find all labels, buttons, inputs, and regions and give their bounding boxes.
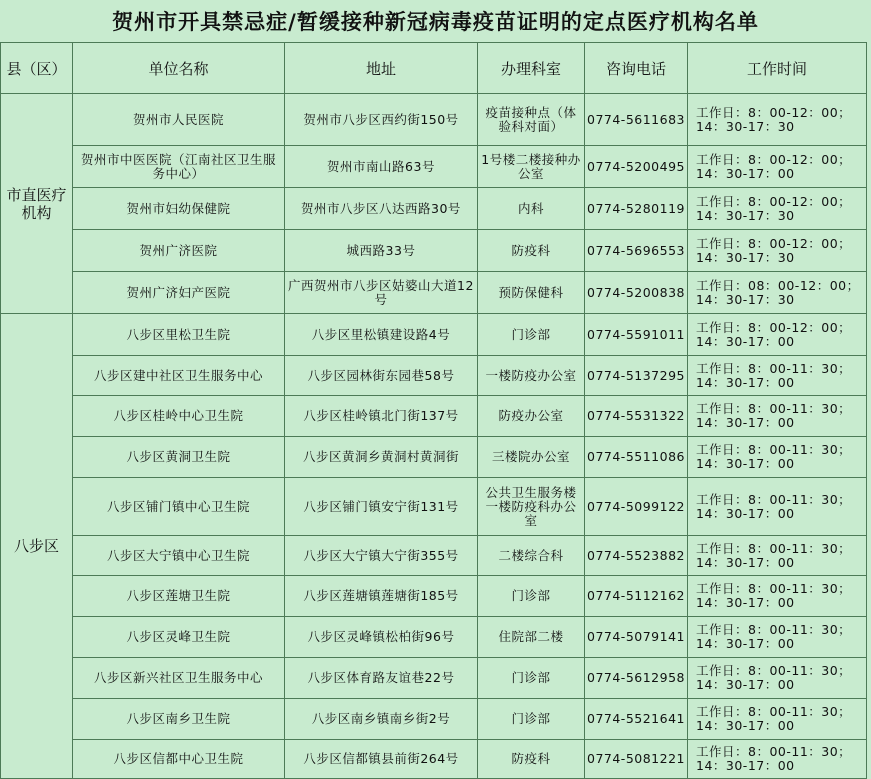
table-row (1, 356, 867, 396)
address-cell-text: 广西贺州市八步区姑婆山大道12号 (288, 278, 474, 307)
table-row (1, 437, 867, 478)
hours-cell-text: 工作日：8：00-11：30；14：30-17：00 (696, 623, 852, 651)
phone-cell-text: 0774-5112162 (587, 589, 685, 603)
phone-cell[interactable] (585, 396, 688, 437)
address-cell-text: 八步区灵峰镇松柏街96号 (307, 630, 455, 644)
address-cell[interactable] (285, 437, 478, 478)
dept-cell[interactable] (478, 740, 585, 779)
dept-cell[interactable] (478, 146, 585, 188)
phone-cell-text: 0774-5137295 (587, 368, 685, 383)
address-cell-text: 贺州市八步区西约街150号 (303, 112, 459, 127)
table-row (1, 314, 867, 356)
dept-cell[interactable] (478, 230, 585, 272)
hours-cell[interactable] (688, 478, 867, 536)
address-cell-text: 八步区体育路友谊巷22号 (307, 671, 455, 685)
phone-cell[interactable] (585, 188, 688, 230)
address-cell-text: 八步区南乡镇南乡街2号 (311, 712, 451, 726)
phone-cell-text: 0774-5523882 (587, 548, 685, 563)
name-cell[interactable] (73, 272, 285, 314)
phone-cell-text: 0774-5280119 (587, 201, 685, 216)
dept-cell-text: 门诊部 (511, 671, 551, 685)
name-cell[interactable] (73, 94, 285, 146)
phone-cell-text: 0774-5099122 (587, 499, 685, 514)
hours-cell-text: 工作日：8：00-12：00；14：30-17：30 (696, 194, 852, 223)
county-cell[interactable]: 市直医疗机构 (1, 94, 73, 314)
address-cell-text: 八步区信都镇县前街264号 (303, 752, 459, 766)
address-cell-text: 八步区黄洞乡黄洞村黄洞街 (302, 450, 459, 464)
name-cell[interactable] (73, 396, 285, 437)
table-row (1, 658, 867, 699)
hours-cell[interactable] (688, 437, 867, 478)
phone-cell[interactable] (585, 230, 688, 272)
header-phone[interactable]: 咨询电话 (585, 43, 688, 94)
dept-cell[interactable] (478, 437, 585, 478)
address-cell[interactable] (285, 314, 478, 356)
address-cell[interactable] (285, 699, 478, 740)
phone-cell-text: 0774-5531322 (587, 409, 685, 423)
name-cell-text: 八步区桂岭中心卫生院 (113, 409, 244, 423)
name-cell-text: 八步区新兴社区卫生服务中心 (93, 671, 263, 685)
phone-cell[interactable] (585, 356, 688, 396)
address-cell-text: 八步区大宁镇大宁街355号 (303, 548, 459, 563)
phone-cell-text: 0774-5696553 (587, 243, 685, 258)
hours-cell-text: 工作日：8：00-11：30；14：30-17：00 (696, 443, 852, 471)
table-row (1, 478, 867, 536)
dept-cell[interactable] (478, 272, 585, 314)
address-cell-text: 八步区桂岭镇北门街137号 (303, 409, 459, 423)
dept-cell[interactable] (478, 396, 585, 437)
header-hours[interactable]: 工作时间 (688, 43, 867, 94)
name-cell-text: 八步区里松卫生院 (126, 327, 231, 342)
address-cell[interactable] (285, 272, 478, 314)
dept-cell-text: 1号楼二楼接种办公室 (481, 152, 581, 181)
phone-cell-text: 0774-5079141 (587, 630, 685, 644)
hours-cell[interactable] (688, 740, 867, 779)
sheet-title: 贺州市开具禁忌症/暂缓接种新冠病毒疫苗证明的定点医疗机构名单 (112, 9, 759, 34)
hours-cell-text: 工作日：8：00-11：30；14：30-17：00 (696, 361, 852, 390)
dept-cell-text: 防疫科 (511, 243, 551, 258)
name-cell-text: 八步区大宁镇中心卫生院 (106, 548, 250, 563)
dept-cell-text: 防疫科 (511, 752, 551, 766)
table-row (1, 536, 867, 576)
phone-cell[interactable] (585, 699, 688, 740)
phone-cell[interactable] (585, 314, 688, 356)
name-cell[interactable] (73, 617, 285, 658)
phone-cell-text: 0774-5511086 (587, 450, 685, 464)
dept-cell[interactable] (478, 576, 585, 617)
address-cell-text: 贺州市南山路63号 (327, 159, 435, 174)
table-row (1, 272, 867, 314)
address-cell-text: 八步区园林街东园巷58号 (307, 368, 455, 383)
dept-cell-text: 预防保健科 (498, 285, 564, 300)
table-row (1, 699, 867, 740)
name-cell[interactable] (73, 576, 285, 617)
hours-cell-text: 工作日：8：00-11：30；14：30-17：00 (696, 582, 852, 610)
name-cell-text: 八步区黄洞卫生院 (126, 450, 231, 464)
name-cell-text: 贺州市人民医院 (132, 112, 224, 127)
table-body (1, 94, 867, 779)
table-row (1, 617, 867, 658)
phone-cell[interactable] (585, 576, 688, 617)
table-row (1, 94, 867, 146)
dept-cell-text: 防疫办公室 (498, 409, 564, 423)
address-cell[interactable] (285, 576, 478, 617)
hours-cell[interactable] (688, 230, 867, 272)
name-cell[interactable] (73, 478, 285, 536)
phone-cell[interactable] (585, 437, 688, 478)
name-cell-text: 八步区莲塘卫生院 (126, 589, 231, 603)
phone-cell-text: 0774-5611683 (587, 112, 685, 127)
phone-cell-text: 0774-5521641 (587, 712, 685, 726)
name-cell-text: 贺州广济医院 (139, 243, 218, 258)
address-cell[interactable] (285, 94, 478, 146)
address-cell-text: 八步区莲塘镇莲塘街185号 (303, 589, 459, 603)
header-county[interactable]: 县（区） (1, 43, 73, 94)
hours-cell[interactable] (688, 94, 867, 146)
hours-cell[interactable] (688, 188, 867, 230)
hours-cell-text: 工作日：8：00-11：30；14：30-17：00 (696, 705, 852, 733)
address-cell[interactable] (285, 658, 478, 699)
phone-cell-text: 0774-5200495 (587, 159, 685, 174)
name-cell[interactable] (73, 437, 285, 478)
hours-cell-text: 工作日：8：00-12：00；14：30-17：30 (696, 105, 852, 134)
address-cell[interactable] (285, 356, 478, 396)
dept-cell-text: 二楼综合科 (498, 548, 564, 563)
table-row (1, 396, 867, 437)
dept-cell-text: 三楼院办公室 (491, 450, 570, 464)
hours-cell-text: 工作日：08：00-12：00；14：30-17：30 (696, 278, 860, 307)
hours-cell-text: 工作日：8：00-11：30；14：30-17：00 (696, 664, 852, 692)
table-row (1, 188, 867, 230)
hours-cell-text: 工作日：8：00-12：00；14：30-17：00 (696, 320, 852, 349)
name-cell-text: 八步区铺门镇中心卫生院 (106, 499, 250, 514)
name-cell-text: 贺州市中医医院（江南社区卫生服务中心） (80, 152, 276, 181)
address-cell[interactable] (285, 188, 478, 230)
name-cell-text: 八步区南乡卫生院 (126, 712, 231, 726)
dept-cell[interactable] (478, 536, 585, 576)
dept-cell-text: 门诊部 (511, 712, 551, 726)
address-cell-text: 八步区里松镇建设路4号 (311, 327, 451, 342)
dept-cell[interactable] (478, 658, 585, 699)
phone-cell-text: 0774-5612958 (587, 671, 685, 685)
hours-cell-text: 工作日：8：00-11：30；14：30-17：00 (696, 492, 852, 521)
dept-cell-text: 门诊部 (511, 327, 551, 342)
name-cell[interactable] (73, 536, 285, 576)
dept-cell[interactable] (478, 356, 585, 396)
hours-cell-text: 工作日：8：00-11：30；14：30-17：00 (696, 745, 852, 773)
hours-cell[interactable] (688, 272, 867, 314)
dept-cell-text: 住院部二楼 (498, 630, 564, 644)
name-cell[interactable] (73, 740, 285, 779)
dept-cell[interactable] (478, 188, 585, 230)
address-cell[interactable] (285, 617, 478, 658)
dept-cell-text: 疫苗接种点（体验科对面） (485, 105, 577, 134)
phone-cell[interactable] (585, 617, 688, 658)
hours-cell[interactable] (688, 658, 867, 699)
phone-cell[interactable] (585, 478, 688, 536)
hours-cell-text: 工作日：8：00-12：00；14：30-17：00 (696, 152, 852, 181)
address-cell[interactable] (285, 230, 478, 272)
table-row (1, 740, 867, 779)
dept-cell-text: 门诊部 (511, 589, 551, 603)
hours-cell[interactable] (688, 356, 867, 396)
hours-cell[interactable] (688, 699, 867, 740)
phone-cell-text: 0774-5200838 (587, 285, 685, 300)
address-cell[interactable] (285, 396, 478, 437)
address-cell-text: 城西路33号 (346, 243, 416, 258)
phone-cell[interactable] (585, 94, 688, 146)
address-cell[interactable] (285, 740, 478, 779)
address-cell[interactable] (285, 478, 478, 536)
address-cell[interactable] (285, 536, 478, 576)
dept-cell-text: 内科 (517, 201, 544, 216)
phone-cell[interactable] (585, 536, 688, 576)
dept-cell[interactable] (478, 617, 585, 658)
table-row (1, 230, 867, 272)
address-cell[interactable] (285, 146, 478, 188)
address-cell-text: 八步区铺门镇安宁街131号 (303, 499, 459, 514)
name-cell[interactable] (73, 314, 285, 356)
dept-cell[interactable] (478, 314, 585, 356)
phone-cell[interactable] (585, 146, 688, 188)
header-name[interactable]: 单位名称 (73, 43, 285, 94)
header-dept[interactable]: 办理科室 (478, 43, 585, 94)
hours-cell-text: 工作日：8：00-11：30；14：30-17：00 (696, 402, 852, 430)
hours-cell[interactable] (688, 617, 867, 658)
dept-cell-text: 公共卫生服务楼一楼防疫科办公室 (485, 485, 577, 528)
name-cell-text: 八步区建中社区卫生服务中心 (93, 368, 263, 383)
address-cell-text: 贺州市八步区八达西路30号 (301, 201, 461, 216)
phone-cell[interactable] (585, 658, 688, 699)
name-cell[interactable] (73, 188, 285, 230)
name-cell[interactable] (73, 658, 285, 699)
hours-cell[interactable] (688, 536, 867, 576)
hours-cell[interactable] (688, 396, 867, 437)
institution-table (0, 42, 867, 779)
name-cell[interactable] (73, 699, 285, 740)
table-row (1, 576, 867, 617)
header-row (1, 43, 867, 94)
county-cell[interactable]: 八步区 (1, 314, 73, 779)
phone-cell[interactable] (585, 272, 688, 314)
name-cell-text: 贺州市妇幼保健院 (126, 201, 231, 216)
dept-cell-text: 一楼防疫办公室 (485, 368, 577, 383)
phone-cell-text: 0774-5591011 (587, 327, 685, 342)
dept-cell[interactable] (478, 94, 585, 146)
phone-cell-text: 0774-5081221 (587, 752, 685, 766)
dept-cell[interactable] (478, 478, 585, 536)
hours-cell[interactable] (688, 576, 867, 617)
name-cell[interactable] (73, 356, 285, 396)
hours-cell[interactable] (688, 314, 867, 356)
name-cell-text: 八步区信都中心卫生院 (113, 752, 244, 766)
hours-cell-text: 工作日：8：00-11：30；14：30-17：00 (696, 541, 852, 570)
name-cell[interactable] (73, 230, 285, 272)
table-row (1, 146, 867, 188)
hours-cell[interactable] (688, 146, 867, 188)
phone-cell[interactable] (585, 740, 688, 779)
name-cell-text: 贺州广济妇产医院 (126, 285, 231, 300)
header-address[interactable]: 地址 (285, 43, 478, 94)
name-cell[interactable] (73, 146, 285, 188)
hours-cell-text: 工作日：8：00-12：00；14：30-17：30 (696, 236, 852, 265)
name-cell-text: 八步区灵峰卫生院 (126, 630, 231, 644)
dept-cell[interactable] (478, 699, 585, 740)
